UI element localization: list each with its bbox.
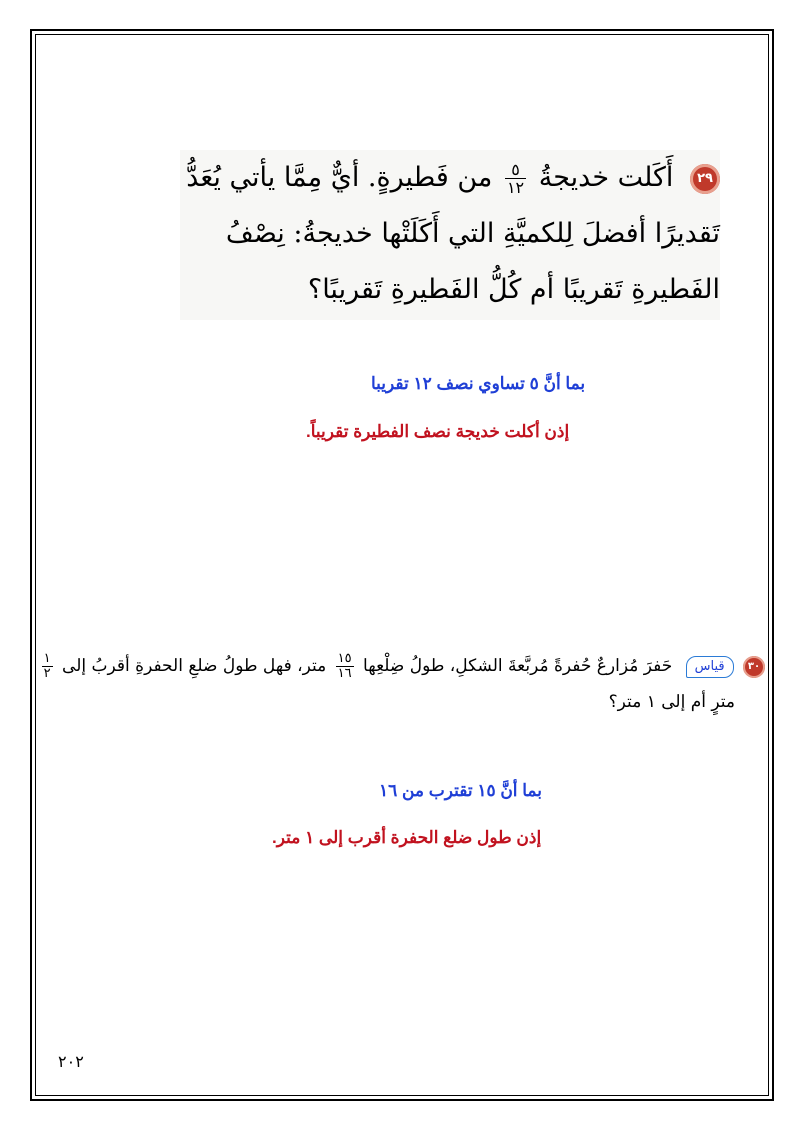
fraction-1-2 [42,652,53,681]
problem-number-badge: ٢٩ [690,164,720,194]
problem-29-text-start: أَكَلت خديجةُ [538,162,674,193]
page-number: ٢٠٢ [58,1052,84,1071]
fraction-15-16 [336,652,354,681]
fraction-denominator: ٢ [43,666,51,681]
answer-29-conclusion: إذن أكلت خديجة نصف الفطيرة تقريباً. [306,422,570,441]
problem-30-text-start: حَفرَ مُزارعٌ حُفرةً مُربَّعةَ الشكلِ، طولُ ضِلْعِها [363,656,673,676]
problem-30-line-2: مترٍ أم إلى ١ متر؟ [608,692,735,712]
fraction-numerator: ١٥ [337,651,352,666]
problem-29 [180,150,720,320]
fraction-denominator: ١٢ [506,178,525,197]
fraction-denominator: ١٦ [337,666,352,681]
problem-number-badge: ٣٠ [743,656,765,678]
fraction-numerator: ١ [43,651,51,666]
problem-29-line-3: الفَطيرةِ تَقريبًا أم كُلُّ الفَطيرةِ تَقريبًا؟ [307,274,720,305]
problem-30-line-1 [40,644,765,688]
problem-29-line-1 [180,150,720,206]
problem-30-text-middle: متر، فهل طولُ ضلعِ الحفرةِ أقربُ إلى [62,656,327,676]
measurement-tag: قياس [686,656,734,678]
fraction-numerator: ٥ [505,161,526,179]
problem-29-text-end: من فَطيرةٍ. أيٌّ مِمَّا يأتي يُعَدُّ [186,162,493,193]
answer-30-reason: بما أنَّ ١٥ تقترب من ١٦ [379,781,542,800]
problem-30 [40,644,765,716]
fraction-5-12 [505,161,526,196]
problem-29-line-2: تَقديرًا أفضلَ لِلكميَّةِ التي أَكَلَتْها خديجةُ: نِصْفُ [225,218,720,249]
answer-29-reason: بما أنَّ ٥ تساوي نصف ١٢ تقريبا [371,374,586,393]
answer-30-conclusion: إذن طول ضلع الحفرة أقرب إلى ١ متر. [272,828,542,847]
